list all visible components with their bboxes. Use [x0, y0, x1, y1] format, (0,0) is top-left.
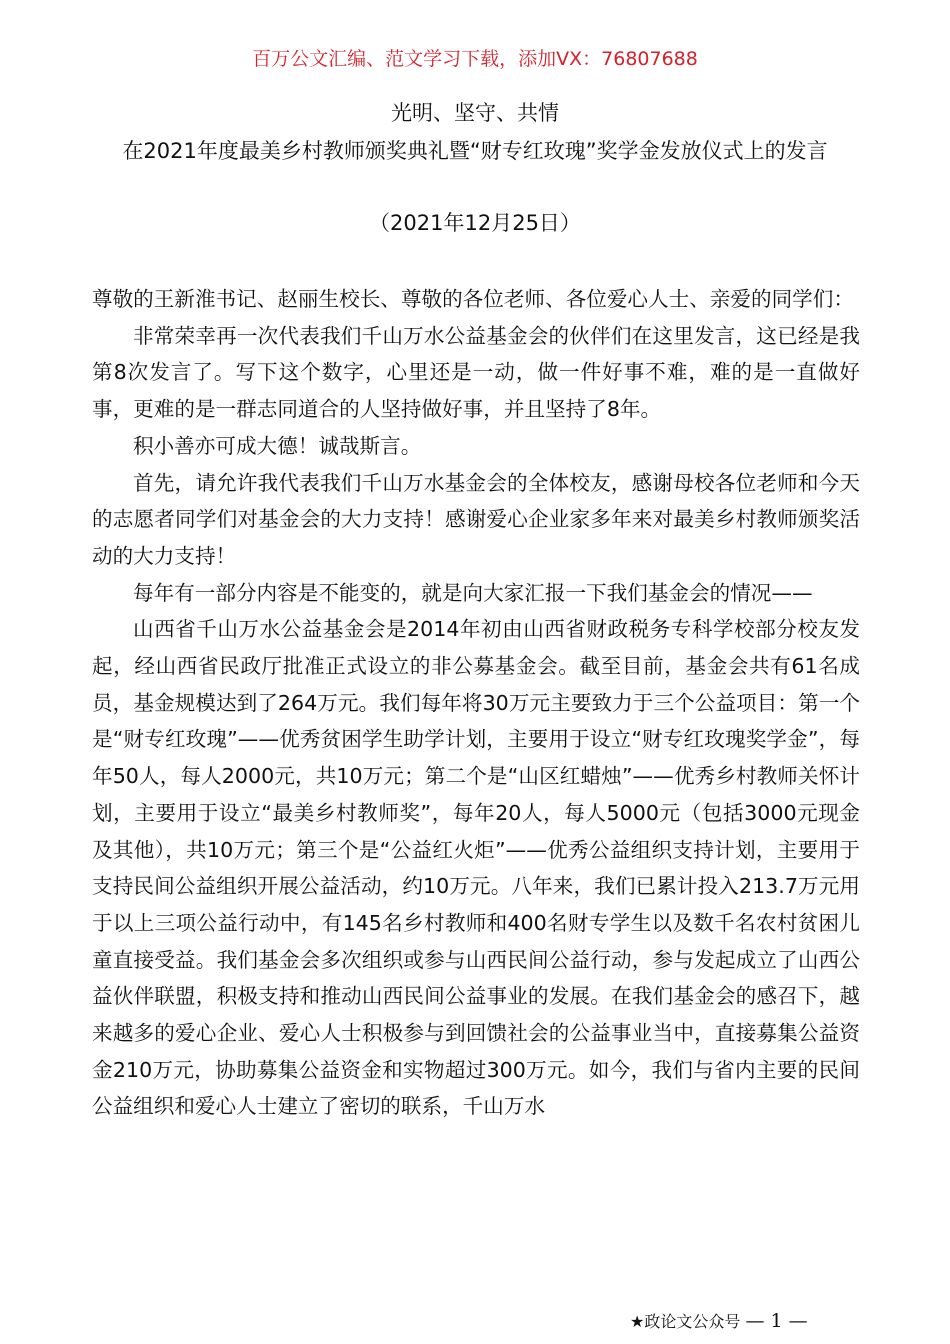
paragraph: 非常荣幸再一次代表我们千山万水公益基金会的伙伴们在这里发言，这已经是我第8次发言了。写下这个数字，心里还是一动，做一件好事不难，难的是一直做好事，更难的是一群志同道合的人坚持做好事，并且坚持了8年。 [92, 323, 860, 422]
paragraph: 首先，请允许我代表我们千山万水基金会的全体校友，感谢母校各位老师和今天的志愿者同学们对基金会的大力支持！感谢爱心企业家多年来对最美乡村教师颁奖活动的大力支持！ [92, 470, 860, 568]
speech-title: 光明、坚守、共情 [391, 101, 559, 125]
paragraph: 积小善亦可成大德！诚哉斯言。 [133, 433, 422, 458]
speech-subtitle: 在2021年度最美乡村教师颁奖典礼暨“财专红玫瑰”奖学金发放仪式上的发言 [122, 139, 828, 163]
paragraph: 每年有一部分内容是不能变的，就是向大家汇报一下我们基金会的情况—— [133, 580, 813, 605]
speech-body [92, 281, 860, 1125]
footer-source: ★政论文公众号 [630, 1312, 741, 1331]
speech-date: （2021年12月25日） [369, 211, 581, 235]
page-number: — 1 — [745, 1310, 808, 1332]
promo-banner: 百万公文汇编、范文学习下载，添加VX：76807688 [252, 48, 698, 70]
page-footer [630, 1308, 870, 1335]
salutation: 尊敬的王新淮书记、赵丽生校长、尊敬的各位老师、各位爱心人士、亲爱的同学们： [92, 287, 854, 311]
paragraph: 山西省千山万水公益基金会是2014年初由山西省财政税务专科学校部分校友发起，经山西省民政厅批准正式设立的非公募基金会。截至目前，基金会共有61名成员，基金规模达到了264万元。我们每年将30万元主要致力于三个公益项目：第一个是“财专红玫瑰”——优秀贫困学生助学计划，主要用于设立“财专红玫瑰奖学金”，每年50人，每人2000元，共10万元；第二个是“山区红蜡烛”——优秀乡村教师关怀计划，主要用于设立“最美乡村教师奖”，每年20人，每人5000元（包括3000元现金及其他），共10万元；第三个是“公益红火炬”——优秀公益组织支持计划，主要用于支持民间公益组织开展公益活动，约10万元。八年来，我们已累计投入213.7万元用于以上三项公益行动中，有145名乡村教师和400名财专学生以及数千名农村贫困儿童直接受益。我们基金会多次组织或参与山西民间公益行动，参与发起成立了山西公益伙伴联盟，积极支持和推动山西民间公益事业的发展。在我们基金会的感召下，越来越多的爱心企业、爱心人士积极参与到回馈社会的公益事业当中，直接募集公益资金210万元，协助募集公益资金和实物超过300万元。如今，我们与省内主要的民间公益组织和爱心人士建立了密切的联系，千山万水 [92, 617, 860, 1119]
